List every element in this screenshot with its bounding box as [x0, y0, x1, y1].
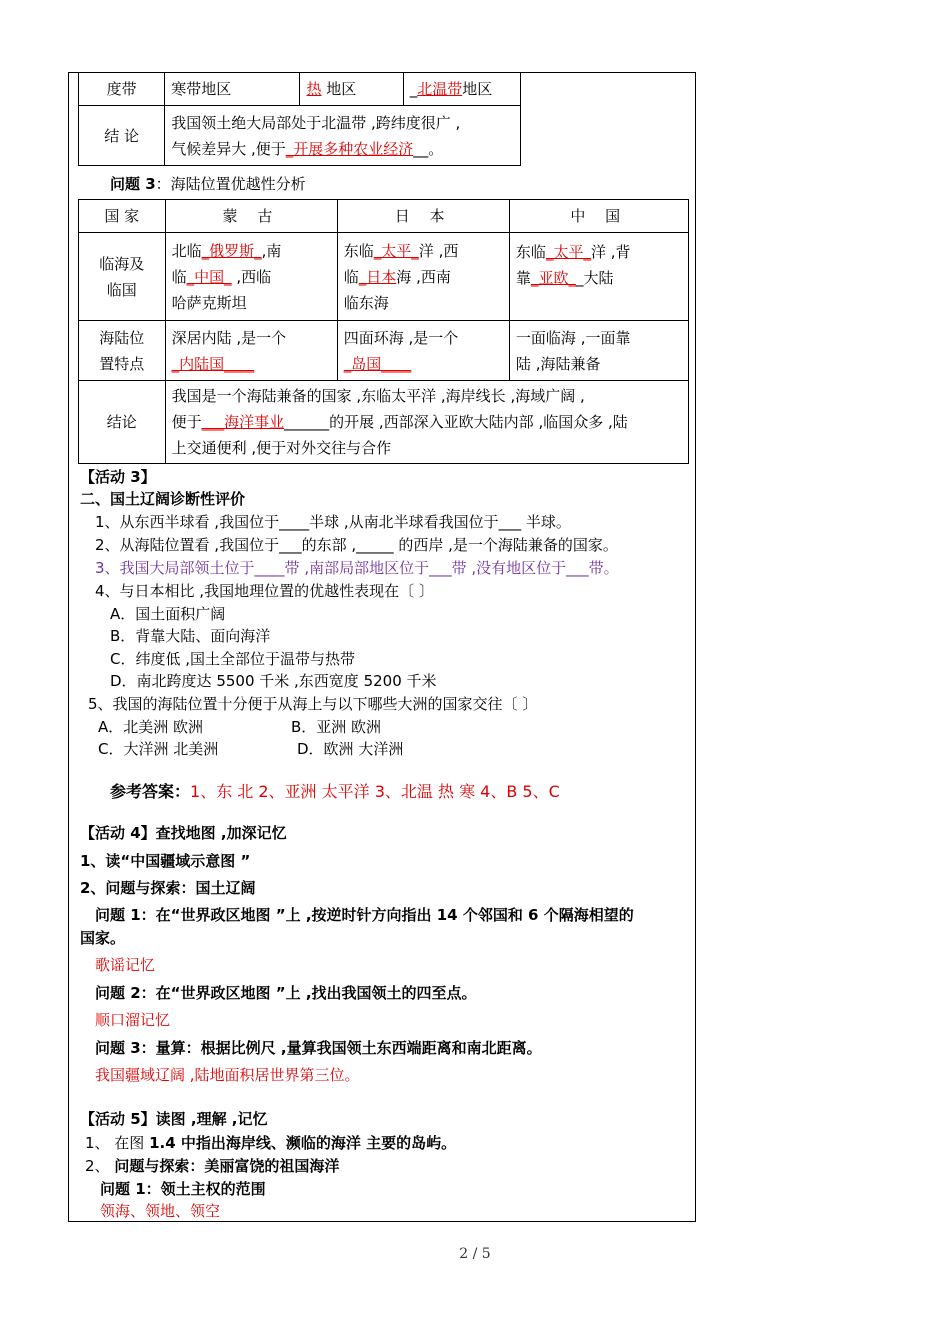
- answer-line: [110, 781, 560, 803]
- row2-label-b: 置特点: [99, 354, 145, 373]
- mg2-answer: _中国_: [186, 267, 232, 286]
- hot-cell: [300, 73, 403, 106]
- conclusion-cell: [165, 106, 521, 166]
- jp1-a: 东临: [343, 241, 374, 260]
- jp2-b: 海 ,西南: [396, 267, 451, 286]
- quiz-q4-a: A．国土面积广阔: [110, 605, 226, 623]
- cn1-answer: _太平_: [545, 243, 591, 261]
- q3-title-rest: ：海陆位置优越性分析: [155, 175, 306, 193]
- mg2-b: ,西临: [231, 267, 272, 286]
- c-answer: ___海洋事业: [201, 413, 285, 431]
- cn2-b: _大陆: [575, 269, 614, 287]
- row3-label: 结论: [79, 381, 166, 464]
- c-line2b: ______的开展 ,西部深入亚欧大陆内部 ,临国众多 ,陆: [284, 413, 628, 431]
- north-cell: [403, 73, 520, 106]
- mg1-a: 北临: [171, 241, 202, 260]
- quiz-q2: 2、从海陆位置看 ,我国位于___的东部 ,_____ 的西岸 ,是一个海陆兼备的国家。: [95, 536, 618, 554]
- conclusion-line2: [171, 136, 514, 162]
- a5-item1: [85, 1132, 456, 1154]
- quiz-q5-b: B．亚洲 欧洲: [291, 718, 382, 736]
- quiz-q4-b: B．背靠大陆、面向海洋: [110, 627, 271, 645]
- cn-feat1: 一面临海 ,一面靠: [515, 328, 631, 347]
- belt-label: 度带: [79, 73, 165, 106]
- c-line1: 我国是一个海陆兼备的国家 ,东临太平洋 ,海岸线长 ,海域广阔 ,: [171, 387, 585, 405]
- mongolia-feature: [165, 321, 337, 381]
- c-line3: 上交通便利 ,便于对外交往与合作: [171, 439, 392, 457]
- conclusion2-cell: [165, 381, 688, 464]
- north-answer: 北温带: [417, 80, 463, 98]
- china-neighbors: [509, 233, 688, 321]
- quiz-q4: 4、与日本相比 ,我国地理位置的优越性表现在〔 〕: [95, 582, 434, 600]
- quiz-q4-d: D．南北跨度达 5500 千米 ,东西宽度 5200 千米: [110, 672, 437, 690]
- h-mongolia: 蒙 古: [165, 200, 337, 233]
- a5-item2-pre: 2、: [85, 1157, 115, 1175]
- q3-title-bold: 问题 3: [110, 175, 156, 193]
- quiz-q4-c: C．纬度低 ,国土全部位于温带与热带: [110, 650, 356, 668]
- activity3-heading: 【活动 3】: [80, 468, 156, 486]
- a5-item2-bold: 问题与探索：美丽富饶的祖国海洋: [114, 1157, 340, 1175]
- china-feature: [509, 321, 688, 381]
- mg-feat-answer: _内陆国____: [171, 354, 255, 373]
- cn1-b: 洋 ,背: [590, 243, 631, 261]
- jp1-b: 洋 ,西: [418, 241, 459, 260]
- belt-table: [78, 72, 521, 166]
- h-japan: 日 本: [337, 200, 509, 233]
- q3-title: [110, 173, 306, 195]
- japan-neighbors: [337, 233, 509, 321]
- conclusion-line1: 我国领土绝大局部处于北温带 ,跨纬度很广 ,: [171, 113, 461, 132]
- row2-label-a: 海陆位: [99, 328, 145, 347]
- cn2-answer: _亚欧_: [530, 269, 576, 287]
- jp2-answer: _日本: [358, 267, 397, 286]
- h-china: 中 国: [509, 200, 688, 233]
- cn1-a: 东临: [515, 243, 546, 261]
- a5-item2: [85, 1155, 339, 1177]
- c-line2a: 便于: [171, 413, 202, 431]
- section2-heading: 二、国土辽阔诊断性评价: [80, 490, 246, 508]
- mg-feat1: 深居内陆 ,是一个: [171, 328, 287, 347]
- jp3: 临东海: [343, 293, 389, 312]
- cn-feat2: 陆 ,海陆兼备: [515, 354, 601, 373]
- answer-label: 参考答案：: [110, 782, 191, 801]
- quiz-q1: 1、从东西半球看 ,我国位于____半球 ,从南北半球看我国位于___ 半球。: [95, 513, 571, 531]
- quiz-q5-c: C．大洋洲 北美洲: [98, 740, 219, 758]
- mg1-answer: _俄罗斯_: [201, 241, 262, 260]
- mongolia-neighbors: [165, 233, 337, 321]
- a5-item1-bold: 1.4 中指出海岸线、濒临的海洋 主要的岛屿。: [149, 1134, 457, 1152]
- north-pre: _: [409, 80, 418, 98]
- a4-r3: 我国疆域辽阔 ,陆地面积居世界第三位。: [95, 1066, 360, 1084]
- conclusion-answer: _开展多种农业经济: [285, 139, 414, 158]
- a4-q1-line2: 国家。: [80, 929, 126, 947]
- quiz-q3: 3、我国大局部领土位于____带 ,南部局部地区位于___带 ,没有地区位于___带。: [95, 559, 619, 577]
- activity5-heading: 【活动 5】读图 ,理解 ,记忆: [80, 1110, 268, 1128]
- a4-q3: 问题 3：量算：根据比例尺 ,量算我国领土东西端距离和南北距离。: [95, 1039, 542, 1057]
- a4-r2: 顺口溜记忆: [95, 1011, 171, 1029]
- conclusion-label: 结 论: [79, 106, 165, 166]
- a4-r1: 歌谣记忆: [95, 956, 156, 974]
- north-suffix: 地区: [462, 80, 493, 98]
- page-number: 2 / 5: [459, 1246, 491, 1262]
- conclusion-line2-text: 气候差异大 ,便于: [171, 139, 286, 158]
- jp-feat1: 四面环海 ,是一个: [343, 328, 459, 347]
- jp1-answer: _太平_: [373, 241, 419, 260]
- japan-feature: [337, 321, 509, 381]
- mg2-a: 临: [171, 267, 187, 286]
- quiz-q5-a: A．北美洲 欧洲: [98, 718, 204, 736]
- a4-item1: 1、读“中国疆域示意图 ”: [80, 852, 251, 870]
- cold-cell: 寒带地区: [165, 73, 300, 106]
- a4-q1-line1: 问题 1：在“世界政区地图 ”上 ,按逆时针方向指出 14 个邻国和 6 个隔海相望的: [95, 906, 634, 924]
- answer-text: 1、东 北 2、亚洲 太平洋 3、北温 热 寒 4、B 5、C: [190, 782, 560, 801]
- a5-r1: 领海、领地、领空: [100, 1202, 221, 1220]
- jp-feat-answer: _岛国____: [343, 354, 412, 373]
- a5-item1-pre: 1、 在图: [85, 1134, 150, 1152]
- mg3: 哈萨克斯坦: [171, 293, 247, 312]
- h-country: 国 家: [79, 200, 166, 233]
- row1-label-b: 临国: [106, 280, 137, 299]
- quiz-q5-d: D．欧洲 大洋洲: [297, 740, 404, 758]
- a5-q1: 问题 1：领土主权的范围: [100, 1180, 266, 1198]
- sea-land-table: [78, 199, 689, 464]
- a4-q2: 问题 2：在“世界政区地图 ”上 ,找出我国领土的四至点。: [95, 984, 477, 1002]
- jp2-a: 临: [343, 267, 359, 286]
- hot-suffix: 地区: [321, 80, 357, 98]
- quiz-q5: 5、我国的海陆位置十分便于从海上与以下哪些大洲的国家交往〔 〕: [88, 695, 538, 713]
- a4-item2: 2、问题与探索：国土辽阔: [80, 879, 256, 897]
- mg1-b: ,南: [261, 241, 282, 260]
- activity4-heading: 【活动 4】查找地图 ,加深记忆: [80, 824, 287, 842]
- cn2-a: 靠: [515, 269, 531, 287]
- hot-answer: 热: [306, 80, 322, 98]
- row2-label: [79, 321, 166, 381]
- conclusion-line2-end: __。: [413, 139, 444, 158]
- row1-label-a: 临海及: [99, 254, 145, 273]
- row1-label: [79, 233, 166, 321]
